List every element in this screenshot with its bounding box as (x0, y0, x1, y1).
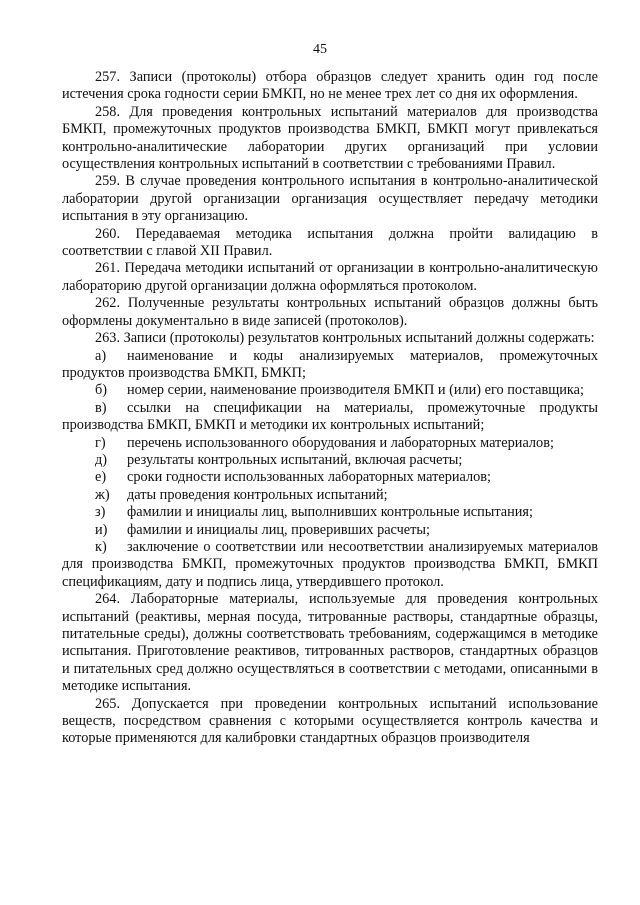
list-item (62, 452, 598, 469)
list-item-marker: г) (95, 434, 106, 451)
list-item-marker: е) (95, 469, 107, 486)
list-item-marker: з) (95, 504, 106, 521)
paragraph-264: 264. Лабораторные материалы, используемые для проведения контрольных испытаний (реактивы, мерная посуда, титрованные растворы, стандартные образцы, питательные среды), должны соответствовать требованиям, содержащимся в методике испытания. Приготовление реактивов, титрованных растворов, стандартных образцов и питательных сред должно осуществляться в соответствии с методами, описанными в методике испытания. (62, 591, 598, 695)
list-item (62, 400, 598, 435)
paragraph-265: 265. Допускается при проведении контрольных испытаний использование веществ, посредством сравнения с которыми осуществляется контроль качества и которые применяются для калибровки стандартных образцов производителя (62, 695, 598, 747)
list-item-marker: а) (95, 347, 107, 364)
list-item-marker: б) (95, 382, 108, 399)
list-item (62, 487, 598, 504)
list-item (62, 522, 598, 539)
list-item-marker: к) (95, 538, 107, 555)
paragraph-258: 258. Для проведения контрольных испытаний материалов для производства БМКП, промежуточных продуктов производства БМКП, БМКП могут привлекаться контрольно-аналитические лаборатории других организаций при условии осуществления контрольных испытаний в соответствии с требованиями Правил. (62, 103, 598, 173)
list-item (62, 382, 598, 399)
paragraph-257: 257. Записи (протоколы) отбора образцов следует хранить один год после истечения срока годности серии БМКП, но не менее трех лет со дня их оформления. (62, 69, 598, 103)
list-item-text: фамилии и инициалы лиц, проверивших расчеты; (127, 521, 430, 538)
list-item-marker: и) (95, 521, 108, 538)
list-item-text: сроки годности использованных лабораторных материалов; (127, 469, 491, 486)
page-number: 45 (313, 42, 327, 57)
list-item-text: даты проведения контрольных испытаний; (127, 486, 388, 503)
list-item-text: заключение о соответствии или несоответствии анализируемых материалов для производства БМКП, промежуточных продуктов производства БМКП, БМКП спецификациям, дату и подпись лица, утвердившего протокол. (62, 538, 598, 590)
list-item-text: номер серии, наименование производителя БМКП и (или) его поставщика; (127, 382, 584, 399)
document-body (62, 69, 598, 748)
paragraph-260: 260. Передаваемая методика испытания должна пройти валидацию в соответствии с главой XII Правил. (62, 225, 598, 260)
list-item-text: наименование и коды анализируемых материалов, промежуточных продуктов производства БМКП, БМКП; (62, 347, 598, 381)
list-item-text: перечень использованного оборудования и лабораторных материалов; (127, 434, 554, 451)
paragraph-261: 261. Передача методики испытаний от организации в контрольно-аналитическую лабораторию другой организации должна оформляться протоколом. (62, 260, 598, 294)
list-item-marker: в) (95, 399, 107, 416)
list-item-marker: ж) (95, 486, 110, 503)
list-item (62, 348, 598, 383)
requirements-list (62, 348, 598, 592)
list-item (62, 504, 598, 521)
paragraph-262: 262. Полученные результаты контрольных испытаний образцов должны быть оформлены документально в виде записей (протоколов). (62, 295, 598, 329)
paragraph-263: 263. Записи (протоколы) результатов контрольных испытаний должны содержать: (95, 330, 595, 347)
list-item (62, 539, 598, 591)
list-item (62, 435, 598, 452)
paragraph-259: 259. В случае проведения контрольного испытания в контрольно-аналитической лаборатории другой организации организация осуществляет передачу методики испытания в эту организацию. (62, 173, 598, 225)
list-item-text: ссылки на спецификации на материалы, промежуточные продукты производства БМКП, БМКП и методики их контрольных испытаний; (62, 399, 598, 434)
list-item-text: результаты контрольных испытаний, включая расчеты; (127, 451, 463, 468)
list-item-marker: д) (95, 451, 108, 468)
list-item (62, 469, 598, 486)
list-item-text: фамилии и инициалы лиц, выполнивших контрольные испытания; (127, 504, 533, 521)
